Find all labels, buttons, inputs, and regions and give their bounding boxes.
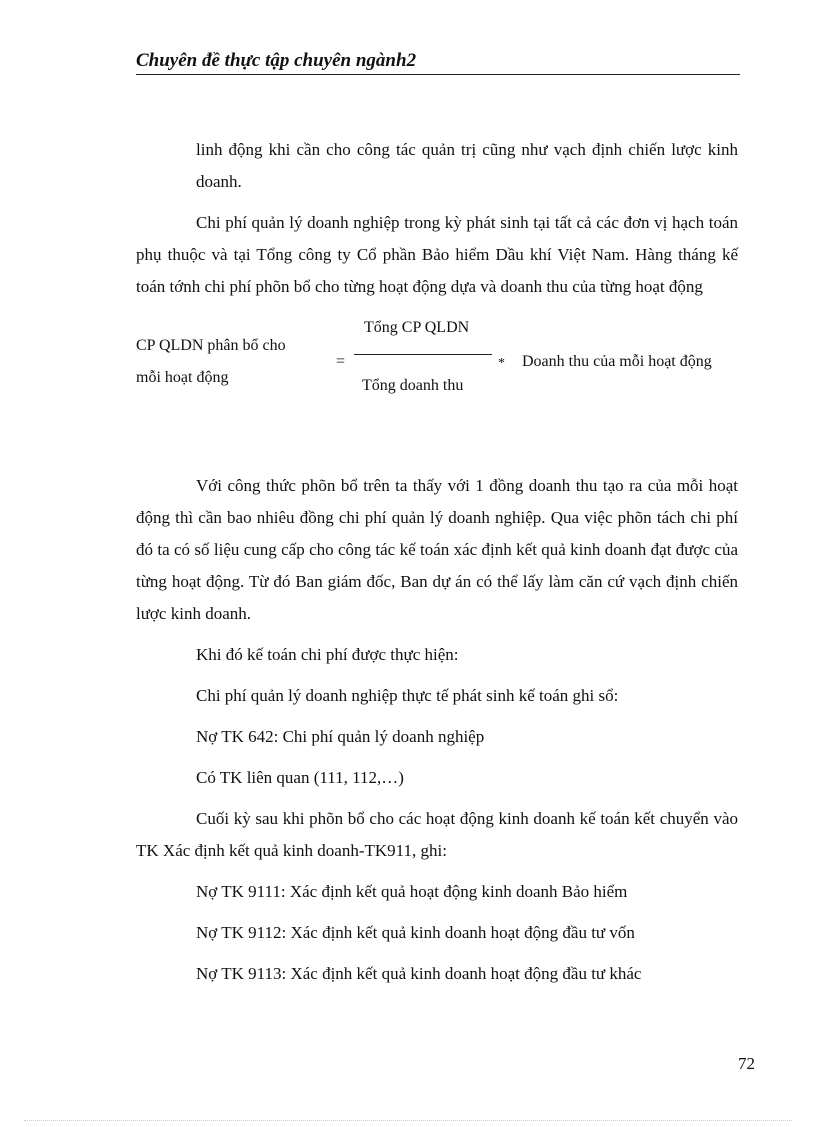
running-header — [136, 50, 416, 72]
header-rule — [136, 74, 740, 75]
allocation-formula — [136, 312, 738, 432]
formula-left — [136, 330, 286, 394]
paragraph-1: linh động khi cần cho công tác quản trị cũng như vạch định chiến lược kinh doanh. — [196, 140, 738, 191]
formula-equals: = — [336, 353, 346, 370]
paragraph-2: Chi phí quản lý doanh nghiệp trong kỳ phát sinh tại tất cả các đơn vị hạch toán phụ thuộc và tại Tổng công ty Cổ phần Bảo hiểm Dầu khí Việt Nam. Hàng tháng kế toán tớnh chi phí phõn bổ cho từng hoạt động dựa và doanh thu của từng hoạt động — [136, 213, 738, 296]
line-4: Có TK liên quan (111, 112,…) — [196, 768, 404, 787]
header-title: Chuyên đề thực tập chuyên ngành — [136, 50, 407, 71]
line-1: Khi đó kế toán chi phí được thực hiện: — [196, 645, 459, 664]
header-suffix: 2 — [406, 50, 417, 71]
line-7: Nợ TK 9113: Xác định kết quả kinh doanh hoạt động đầu tư khác — [196, 964, 642, 983]
page-body — [136, 134, 738, 999]
paragraph-3: Với công thức phõn bổ trên ta thấy với 1 đồng doanh thu tạo ra của mỗi hoạt động thì cần bao nhiêu đồng chi phí quản lý doanh nghiệp. Qua việc phõn tách chi phí đó ta có số liệu cung cấp cho công tác kế toán xác định kết quả kinh doanh đạt được của từng hoạt động. Từ đó Ban giám đốc, Ban dự án có thể lấy làm căn cứ vạch định chiến lược kinh doanh. — [136, 476, 738, 623]
page-number: 72 — [738, 1054, 755, 1073]
formula-left-line1: CP QLDN phân bổ cho — [136, 337, 286, 354]
formula-right: Doanh thu của mỗi hoạt động — [522, 353, 712, 370]
line-2: Chi phí quản lý doanh nghiệp thực tế phát sinh kế toán ghi sổ: — [196, 686, 619, 705]
paragraph-4: Cuối kỳ sau khi phõn bổ cho các hoạt động kinh doanh kế toán kết chuyển vào TK Xác định kết quả kinh doanh-TK911, ghi: — [136, 809, 738, 860]
formula-numerator: Tổng CP QLDN — [364, 319, 470, 336]
fraction-bar — [354, 354, 492, 355]
page-bottom-rule — [24, 1120, 792, 1121]
line-6: Nợ TK 9112: Xác định kết quả kinh doanh hoạt động đầu tư vốn — [196, 923, 635, 942]
line-5: Nợ TK 9111: Xác định kết quả hoạt động kinh doanh Bảo hiểm — [196, 882, 628, 901]
line-3: Nợ TK 642: Chi phí quản lý doanh nghiệp — [196, 727, 485, 746]
formula-left-line2: mỗi hoạt động — [136, 369, 229, 386]
formula-denominator: Tổng doanh thu — [362, 377, 464, 394]
formula-operator: * — [498, 356, 505, 371]
